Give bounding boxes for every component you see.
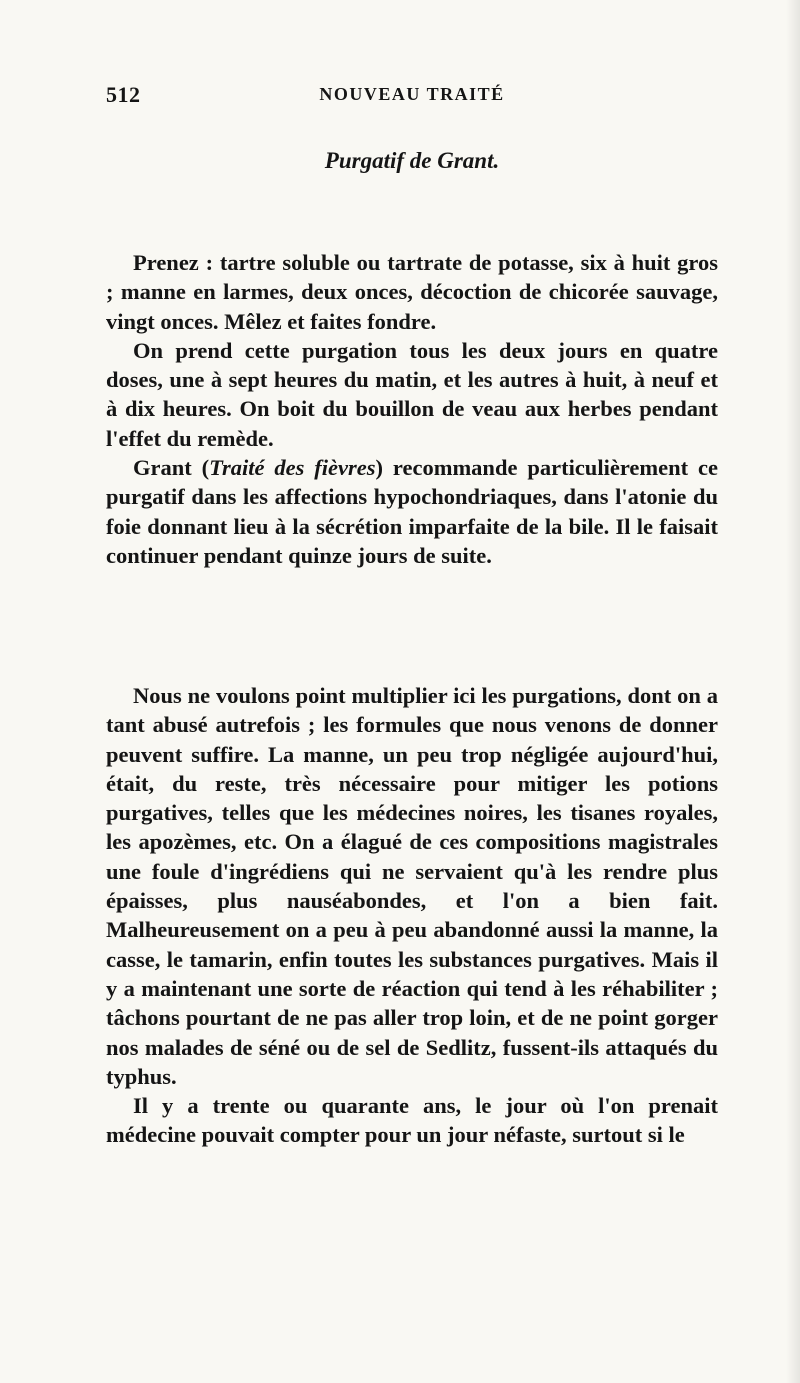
reference-text-after: ) recommande particulièrement ce purgatif dans les affections hypochondriaques, dans l'atonie du foie donnant lieu à la sécrétion imparfaite de la bile. Il le faisait continuer pendant quinze jours de suite.: [106, 455, 718, 568]
text-block-commentary: [106, 681, 718, 1150]
running-head: [106, 82, 718, 112]
paragraph-history: Il y a trente ou quarante ans, le jour où l'on prenait médecine pouvait compter pour un jour néfaste, surtout si le: [106, 1093, 718, 1148]
paragraph-recipe: Prenez : tartre soluble ou tartrate de potasse, six à huit gros ; manne en larmes, deux onces, décoction de chicorée sauvage, vingt onces. Mêlez et faites fondre.: [106, 250, 718, 334]
section-title: Purgatif de Grant.: [324, 148, 500, 173]
page-number: 512: [106, 82, 141, 107]
running-title: NOUVEAU TRAITÉ: [319, 84, 505, 104]
page-edge-shadow: [786, 0, 800, 1383]
text-block-recipe: [106, 248, 718, 570]
reference-text-before: Grant (: [133, 455, 210, 481]
paragraph-purgations: Nous ne voulons point multiplier ici les purgations, dont on a tant abusé autrefois ; les formules que nous venons de donner peuvent suffire. La manne, un peu trop négligée aujourd'hui, était, du reste, très nécessaire pour mitiger les potions purgatives, telles que les médecines noires, les tisanes royales, les apozèmes, etc. On a élagué de ces compositions magistrales une foule d'ingrédiens qui ne servaient qu'à les rendre plus épaisses, plus nauséabondes, et l'on a bien fait. Malheureusement on a peu à peu abandonné aussi la manne, la casse, le tamarin, enfin toutes les substances purgatives. Mais il y a maintenant une sorte de réaction qui tend à les réhabiliter ; tâchons pourtant de ne pas aller trop loin, et de ne point gorger nos malades de séné ou de sel de Sedlitz, fussent-ils attaqués du typhus.: [106, 683, 718, 1089]
paragraph-dosage: On prend cette purgation tous les deux jours en quatre doses, une à sept heures du matin, et les autres à huit, à neuf et à dix heures. On boit du bouillon de veau aux herbes pendant l'effet du remède.: [106, 337, 718, 451]
book-title-reference: Traité des fièvres: [209, 455, 376, 481]
paragraph-grant-reference: [106, 453, 718, 570]
